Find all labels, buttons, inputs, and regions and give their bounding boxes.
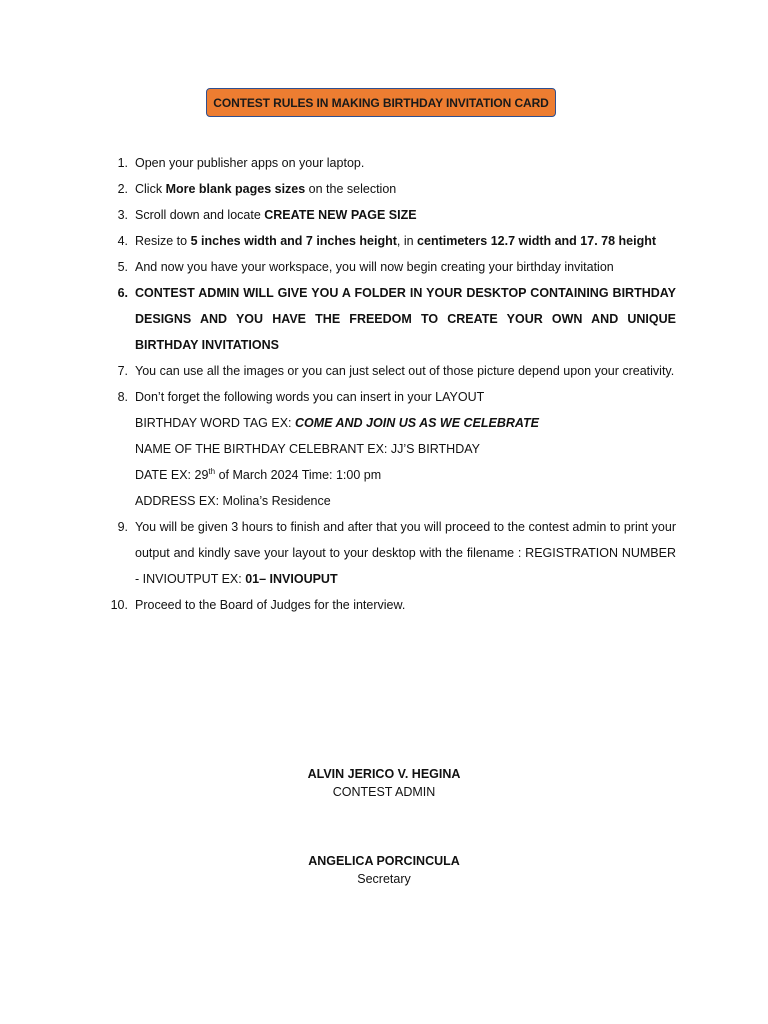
rule-text: Click bbox=[135, 182, 166, 196]
rule-number: 6. bbox=[117, 286, 128, 300]
rule-number: 2. bbox=[117, 182, 128, 196]
rule-item bbox=[108, 150, 676, 176]
rule-text: And now you have your workspace, you will now begin creating your birthday invitation bbox=[135, 260, 614, 274]
rule-item bbox=[108, 514, 676, 592]
signatory-secretary bbox=[0, 852, 768, 888]
example-celebrant: NAME OF THE BIRTHDAY CELEBRANT EX: JJ’S BIRTHDAY bbox=[135, 442, 480, 456]
rule-item bbox=[108, 280, 676, 358]
rule-number: 8. bbox=[117, 390, 128, 404]
rule-emphasis: More blank pages sizes bbox=[165, 182, 306, 196]
rule-item bbox=[108, 358, 676, 384]
rule-number: 5. bbox=[117, 260, 128, 274]
rule-item bbox=[108, 228, 676, 254]
rule-number: 1. bbox=[117, 156, 128, 170]
rule-text: CONTEST ADMIN WILL GIVE YOU A FOLDER IN YOUR DESKTOP CONTAINING BIRTHDAY DESIGNS AND YOU HAVE THE FREEDOM TO CREATE YOUR OWN AND UNIQUE BIRTHDAY INVITATIONS bbox=[135, 286, 676, 352]
rule-item bbox=[108, 384, 676, 514]
example-date bbox=[135, 462, 676, 488]
rule-text: Scroll down and locate bbox=[135, 208, 265, 222]
rule-number: 9. bbox=[117, 520, 128, 534]
example-word-tag bbox=[135, 410, 676, 436]
signatory-admin bbox=[0, 765, 768, 801]
example-address: ADDRESS EX: Molina’s Residence bbox=[135, 494, 331, 508]
rules-list bbox=[108, 150, 676, 618]
rule-emphasis: centimeters 12.7 width and 17. 78 height bbox=[417, 234, 657, 248]
rule-text: Don’t forget the following words you can insert in your LAYOUT bbox=[135, 390, 485, 404]
signatory-role: Secretary bbox=[357, 872, 411, 886]
rule-emphasis: CREATE NEW PAGE SIZE bbox=[264, 208, 417, 222]
document-title: CONTEST RULES IN MAKING BIRTHDAY INVITATION CARD bbox=[206, 88, 556, 117]
signatory-name: ALVIN JERICO V. HEGINA bbox=[307, 767, 461, 781]
rule-item bbox=[108, 254, 676, 280]
date-text: DATE EX: 29 bbox=[135, 468, 209, 482]
example-label: BIRTHDAY WORD TAG EX: bbox=[135, 416, 295, 430]
rule-text: on the selection bbox=[305, 182, 397, 196]
rule-number: 3. bbox=[117, 208, 128, 222]
rule-emphasis: 01– INVIOUPUT bbox=[245, 572, 338, 586]
date-suffix: th bbox=[208, 466, 216, 476]
rule-number: 10. bbox=[110, 598, 128, 612]
rule-text: Proceed to the Board of Judges for the interview. bbox=[135, 598, 406, 612]
rule-text: You will be given 3 hours to finish and after that you will proceed to the contest admin to print your output and kindly save your layout to your desktop with the filename : REGISTRATION NUMBER - INVIOUTPUT EX: bbox=[135, 520, 676, 586]
rule-text: You can use all the images or you can just select out of those picture depend upon your creativity. bbox=[135, 364, 675, 378]
rule-item bbox=[108, 176, 676, 202]
rule-text: Resize to bbox=[135, 234, 191, 248]
rule-emphasis: 5 inches width and 7 inches height bbox=[190, 234, 397, 248]
rule-text: Open your publisher apps on your laptop. bbox=[135, 156, 365, 170]
signatory-role: CONTEST ADMIN bbox=[332, 785, 436, 799]
date-text: of March 2024 Time: 1:00 pm bbox=[215, 468, 382, 482]
rule-number: 4. bbox=[117, 234, 128, 248]
rule-number: 7. bbox=[117, 364, 128, 378]
example-value: COME AND JOIN US AS WE CELEBRATE bbox=[294, 416, 539, 430]
rule-item bbox=[108, 202, 676, 228]
signatory-name: ANGELICA PORCINCULA bbox=[308, 854, 460, 868]
rule-text: , in bbox=[396, 234, 418, 248]
rule-item bbox=[108, 592, 676, 618]
